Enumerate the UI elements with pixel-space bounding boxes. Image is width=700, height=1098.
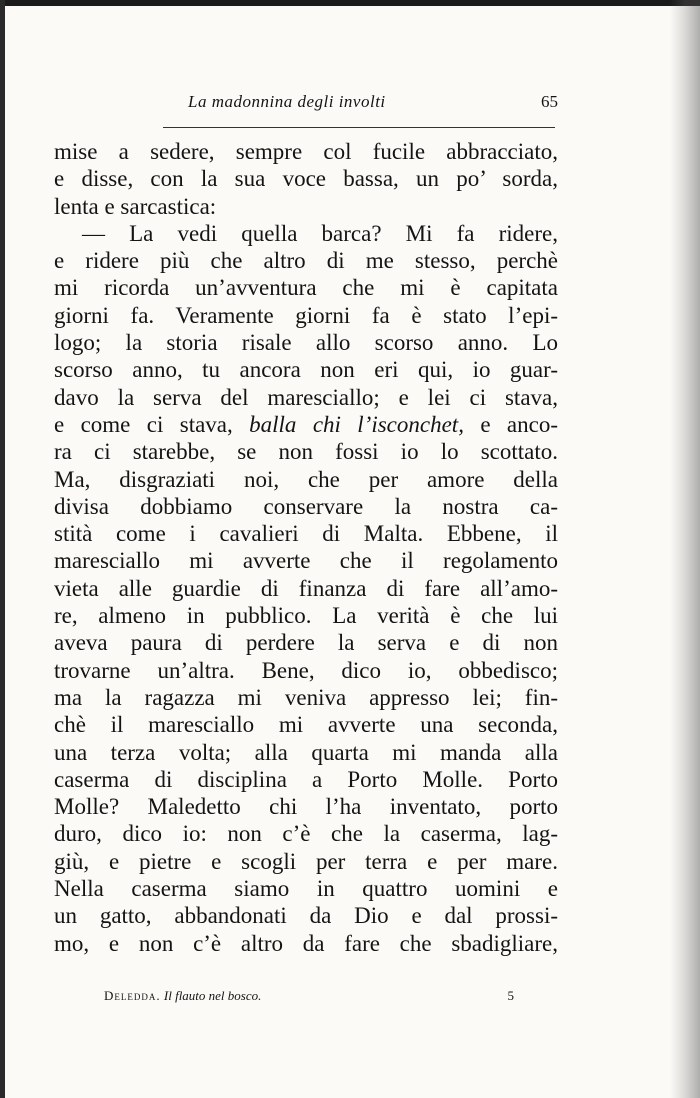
text-line: maresciallo mi avverte che il regolamento bbox=[54, 548, 558, 574]
page-header bbox=[160, 92, 558, 118]
text-line: ma la ragazza mi veniva appresso lei; fin- bbox=[54, 684, 558, 710]
text-line: Molle? Maledetto chi l’ha inventato, porto bbox=[54, 794, 558, 820]
footer-author: Deledda. bbox=[104, 988, 161, 1003]
signature-mark: 5 bbox=[507, 988, 514, 1003]
text-line: davo la serva del maresciallo; e lei ci stava, bbox=[54, 384, 558, 410]
text-line: un gatto, abbandonati da Dio e dal prossi- bbox=[54, 903, 558, 929]
text-line: ra ci starebbe, se non fossi io lo scottato. bbox=[54, 439, 558, 465]
text-line: logo; la storia risale allo scorso anno. Lo bbox=[54, 330, 558, 356]
text-line: divisa dobbiamo conservare la nostra ca- bbox=[54, 493, 558, 519]
text-line: mo, e non c’è altro da fare che sbadigliare, bbox=[54, 930, 558, 956]
text-line: Ma, disgraziati noi, che per amore della bbox=[54, 466, 558, 492]
page-footer bbox=[104, 988, 514, 1010]
text-line: mise a sedere, sempre col fucile abbracciato, bbox=[54, 139, 558, 164]
text-line: lenta e sarcastica: bbox=[54, 193, 217, 219]
text-line: trovarne un’altra. Bene, dico io, obbedisco; bbox=[54, 657, 558, 683]
scan-edge-left bbox=[0, 0, 5, 1098]
text-line: scorso anno, tu ancora non eri qui, io guar- bbox=[54, 357, 558, 383]
text-line: caserma di disciplina a Porto Molle. Porto bbox=[54, 766, 558, 792]
text-segment: e anco- bbox=[480, 411, 559, 437]
scan-edge-right bbox=[670, 0, 700, 1098]
scan-edge-top bbox=[0, 0, 700, 6]
text-line: mi ricorda un’avventura che mi è capitata bbox=[54, 275, 558, 301]
body-text bbox=[54, 138, 558, 957]
text-line: e disse, con la sua voce bassa, un po’ sorda, bbox=[54, 166, 558, 192]
text-line: aveva paura di perdere la serva e di non bbox=[54, 630, 558, 656]
text-line: una terza volta; alla quarta mi manda alla bbox=[54, 739, 558, 765]
text-line: giorni fa. Veramente giorni fa è stato l’epi- bbox=[54, 302, 558, 328]
text-line: e ridere più che altro di me stesso, perchè bbox=[54, 248, 558, 274]
page-number: 65 bbox=[541, 92, 558, 111]
footer-book-title: Il flauto nel bosco. bbox=[163, 988, 262, 1003]
dialogue-line: — La vedi quella barca? Mi fa ridere, bbox=[82, 220, 558, 246]
text-line: chè il maresciallo mi avverte una seconda, bbox=[54, 712, 558, 738]
text-line: re, almeno in pubblico. La verità è che lui bbox=[54, 603, 558, 629]
italic-phrase: balla chi l’isconchet, bbox=[249, 411, 464, 437]
text-line: Nella caserma siamo in quattro uomini e bbox=[54, 876, 558, 902]
text-line: stità come i cavalieri di Malta. Ebbene, il bbox=[54, 521, 558, 547]
running-title: La madonnina degli involti bbox=[188, 92, 386, 111]
text-line-with-italic bbox=[54, 411, 558, 438]
header-rule bbox=[163, 127, 555, 128]
text-line: vieta alle guardie di finanza di fare all’amo- bbox=[54, 575, 558, 601]
text-line: duro, dico io: non c’è che la caserma, lag- bbox=[54, 821, 558, 847]
text-segment: e come ci stava, bbox=[54, 411, 233, 437]
text-line: giù, e pietre e scogli per terra e per mare. bbox=[54, 848, 558, 874]
